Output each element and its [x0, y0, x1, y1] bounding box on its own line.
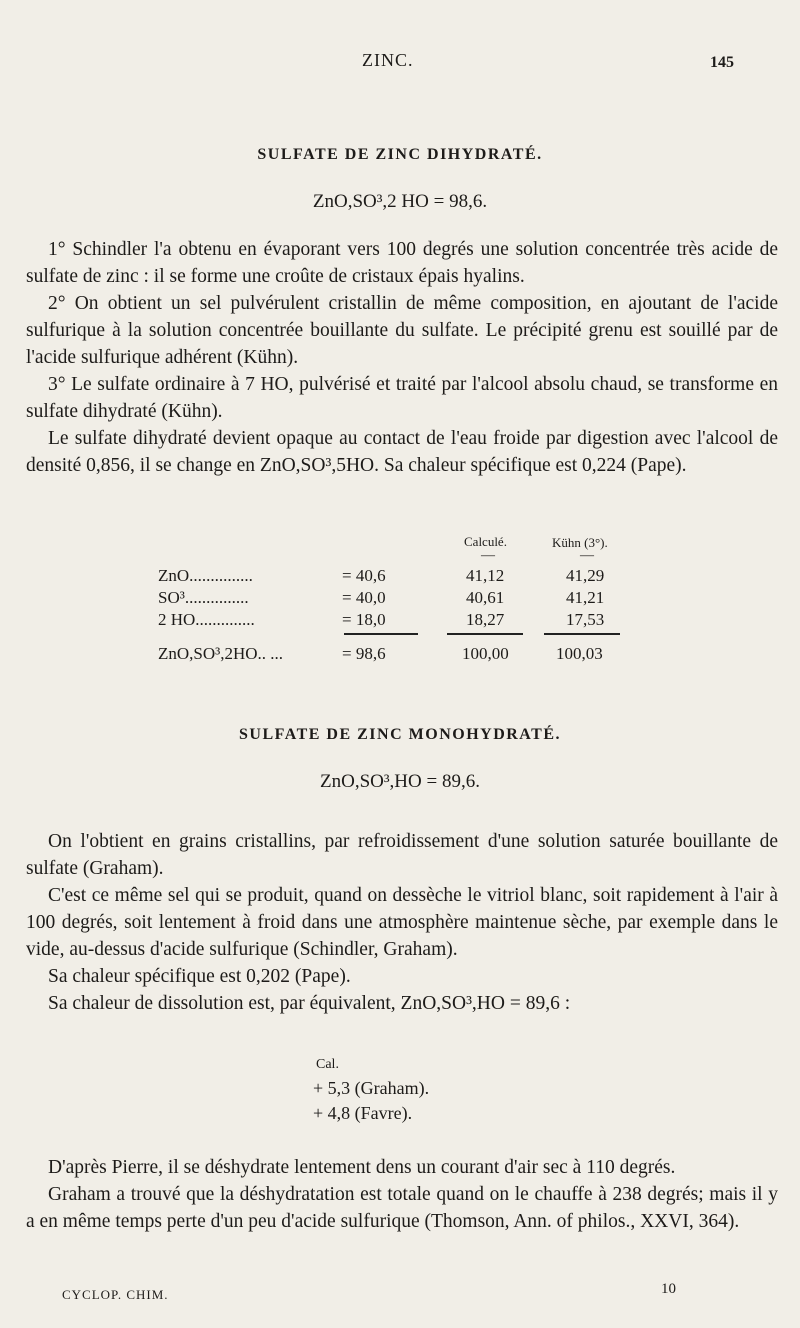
total-calc: 100,00 — [462, 644, 509, 663]
row-equals: = 40,6 — [342, 566, 386, 585]
paragraph: 3° Le sulfate ordinaire à 7 HO, pulvérisé et traité par l'alcool absolu chaud, se transforme en sulfate dihydraté (Kühn). — [26, 374, 778, 422]
page-number: 145 — [710, 54, 734, 71]
row-calc: 40,61 — [466, 588, 505, 607]
heat-value-row: + 5,3 (Graham). — [313, 1078, 430, 1098]
paragraphs-dihydrate — [26, 236, 778, 479]
paragraph: Graham a trouvé que la déshydratation est totale quand on le chauffe à 238 degrés; mais il y a en même temps perte d'un peu d'acide sulfurique (Thomson, Ann. of philos., XXVI, 364). — [26, 1184, 778, 1232]
total-equals: = 98,6 — [342, 644, 386, 663]
paragraphs-monohydrate — [26, 828, 778, 1017]
row-equals: = 18,0 — [342, 610, 386, 629]
column-header-kuhn: Kühn (3°). — [552, 535, 608, 550]
paragraph: Le sulfate dihydraté devient opaque au contact de l'eau froide par digestion avec l'alcool de densité 0,856, il se change en ZnO,SO³,5HO. Sa chaleur spécifique est 0,224 (Pape). — [26, 428, 778, 476]
paragraphs-after — [26, 1154, 778, 1235]
paragraph: Sa chaleur de dissolution est, par équivalent, ZnO,SO³,HO = 89,6 : — [48, 993, 571, 1014]
column-dash: — — [481, 548, 495, 563]
sheet-number: 10 — [661, 1281, 676, 1297]
signature-mark: CYCLOP. CHIM. — [62, 1287, 169, 1302]
row-equals: = 40,0 — [342, 588, 386, 607]
row-kuhn: 41,21 — [566, 588, 605, 607]
row-calc: 18,27 — [466, 610, 505, 629]
paragraph: C'est ce même sel qui se produit, quand on dessèche le vitriol blanc, soit rapidement à l'air à 100 degrés, soit lentement à froid dans une atmosphère maintenue sèche, par exemple dans le vide, au-dessus d'acide sulfurique (Schindler, Graham). — [26, 885, 778, 960]
row-label: ZnO............... — [158, 566, 253, 585]
row-kuhn: 41,29 — [566, 566, 605, 585]
row-label: 2 HO.............. — [158, 610, 255, 629]
formula-monohydrate: ZnO,SO³,HO = 89,6. — [320, 771, 480, 792]
total-label: ZnO,SO³,2HO.. ... — [158, 644, 284, 663]
section-heading-dihydrate: SULFATE DE ZINC DIHYDRATÉ. — [257, 146, 543, 163]
paragraph: 1° Schindler l'a obtenu en évaporant vers 100 degrés une solution concentrée très acide de sulfate de zinc : il se forme une croûte de cristaux épais hyalins. — [26, 239, 778, 287]
column-header-calcule: Calculé. — [464, 534, 507, 549]
paragraph: On l'obtient en grains cristallins, par refroidissement d'une solution saturée bouillante de sulfate (Graham). — [26, 831, 778, 879]
running-title: ZINC. — [362, 50, 414, 70]
formula-dihydrate: ZnO,SO³,2 HO = 98,6. — [312, 191, 488, 212]
paragraph: D'après Pierre, il se déshydrate lentement dens un courant d'air sec à 110 degrés. — [48, 1157, 676, 1178]
row-label: SO³............... — [158, 588, 249, 607]
paragraph: 2° On obtient un sel pulvérulent cristallin de même composition, en ajoutant de l'acide sulfurique à la solution concentrée bouillante du sulfate. Le précipité grenu est souillé par de l'acide sulfurique adhérent (Kühn). — [26, 293, 778, 368]
sum-rule — [544, 633, 620, 635]
row-kuhn: 17,53 — [566, 610, 605, 629]
section-heading-monohydrate: SULFATE DE ZINC MONOHYDRATÉ. — [238, 726, 562, 743]
total-kuhn: 100,03 — [556, 644, 603, 663]
sum-rule — [344, 633, 418, 635]
heat-value-row: + 4,8 (Favre). — [313, 1103, 413, 1123]
paragraph: Sa chaleur spécifique est 0,202 (Pape). — [48, 966, 351, 987]
cal-label: Cal. — [316, 1057, 339, 1072]
column-dash: — — [580, 548, 594, 563]
row-calc: 41,12 — [466, 566, 505, 585]
sum-rule — [447, 633, 523, 635]
